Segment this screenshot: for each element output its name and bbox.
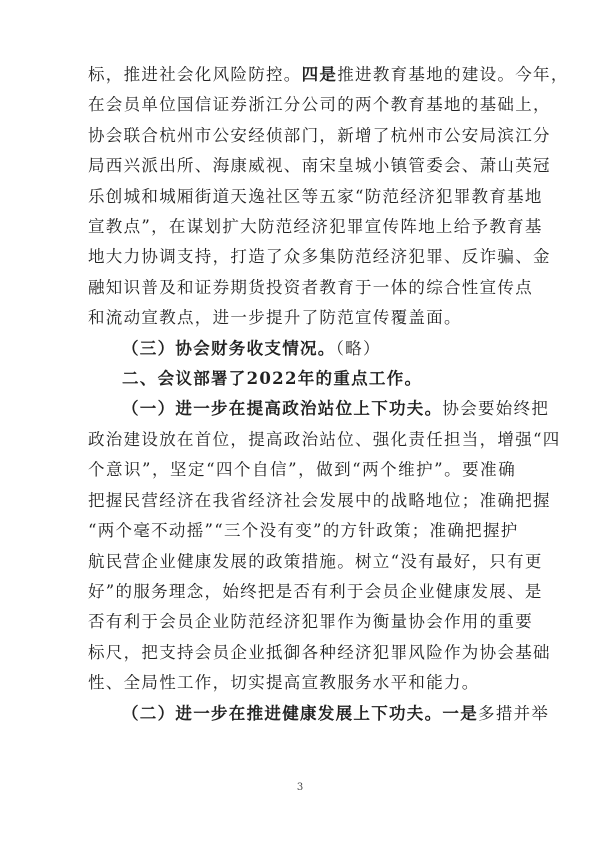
text-segment: 推进教育基地的建设。今年，: [337, 65, 569, 84]
text-segment: 把握民营经济在我省经济社会发展中的战略地位；准确把握: [88, 490, 551, 510]
text-segment: 地大力协调支持，打造了众多集防范经济犯罪、反诈骗、金: [88, 247, 551, 267]
text-segment: 协会要始终把: [442, 399, 550, 419]
text-line: [88, 425, 561, 455]
text-line: [88, 547, 543, 577]
text-line: [88, 60, 569, 90]
text-segment: 和流动宣教点，进一步提升了防范宣传覆盖面。: [88, 308, 462, 328]
text-line: [88, 516, 519, 546]
text-segment: 好”的服务理念，始终把是否有利于会员企业健康发展、是: [88, 581, 543, 601]
text-line: [88, 121, 551, 151]
text-line: [88, 212, 543, 242]
text-line: [88, 486, 551, 516]
text-line: [88, 303, 516, 333]
bold-text-segment: （一）进一步在提高政治站位上下功夫。: [122, 399, 443, 419]
text-segment: 局西兴派出所、海康威视、南宋皇城小镇管委会、萧山英冠: [88, 156, 551, 176]
text-line: [88, 638, 551, 668]
text-segment: 否有利于会员企业防范经济犯罪作为衡量协会作用的重要: [88, 612, 533, 632]
text-line: [88, 90, 551, 120]
body-text: [88, 60, 569, 729]
text-segment: 宣教点”，在谋划扩大防范经济犯罪宣传阵地上给予教育基: [88, 217, 543, 237]
text-segment: （略）: [335, 338, 381, 358]
text-line: [88, 273, 533, 303]
bold-text-segment: （三）协会财务收支情况。: [122, 338, 336, 358]
page-number: 3: [296, 782, 304, 793]
bold-text-segment: 一是: [442, 703, 479, 723]
bold-text-segment: （二）进一步在推进健康发展上下功夫。: [122, 703, 443, 723]
text-segment: 性、全局性工作，切实提高宣教服务水平和能力。: [88, 673, 480, 693]
text-line: [88, 699, 550, 729]
text-line: [88, 242, 551, 272]
text-segment: 乐创城和城厢街道天逸社区等五家“防范经济犯罪教育基地: [88, 186, 543, 206]
text-line: [88, 607, 533, 637]
text-segment: 航民营企业健康发展的政策措施。树立“没有最好，只有更: [88, 551, 543, 571]
text-segment: 融知识普及和证券期货投资者教育于一体的综合性宣传点: [88, 277, 533, 297]
text-segment: 协会联合杭州市公安经侦部门，新增了杭州市公安局滨江分: [88, 125, 551, 145]
text-line: [88, 577, 543, 607]
text-segment: 在会员单位国信证券浙江分公司的两个教育基地的基础上，: [88, 95, 551, 115]
text-segment: 政治建设放在首位，提高政治站位、强化责任担当，增强“四: [88, 429, 561, 449]
text-segment: “两个毫不动摇”“三个没有变”的方针政策；准确把握护: [88, 521, 519, 541]
text-line: [88, 455, 516, 485]
text-segment: 标尺，把支持会员企业抵御各种经济犯罪风险作为协会基础: [88, 642, 551, 662]
bold-text-segment: 二、会议部署了2022年的重点工作。: [122, 369, 423, 389]
text-line: [88, 182, 543, 212]
text-line: [88, 668, 516, 698]
text-segment: 多措并举: [478, 703, 550, 723]
text-line: [88, 151, 551, 181]
text-segment: 个意识”，坚定“四个自信”，做到“两个维护”。要准确: [88, 460, 516, 480]
text-segment: 标，推进社会化风险防控。: [88, 65, 302, 84]
bold-text-segment: 四是: [301, 65, 338, 84]
text-line: [88, 394, 550, 424]
text-line: [88, 364, 516, 394]
text-line: [88, 334, 516, 364]
